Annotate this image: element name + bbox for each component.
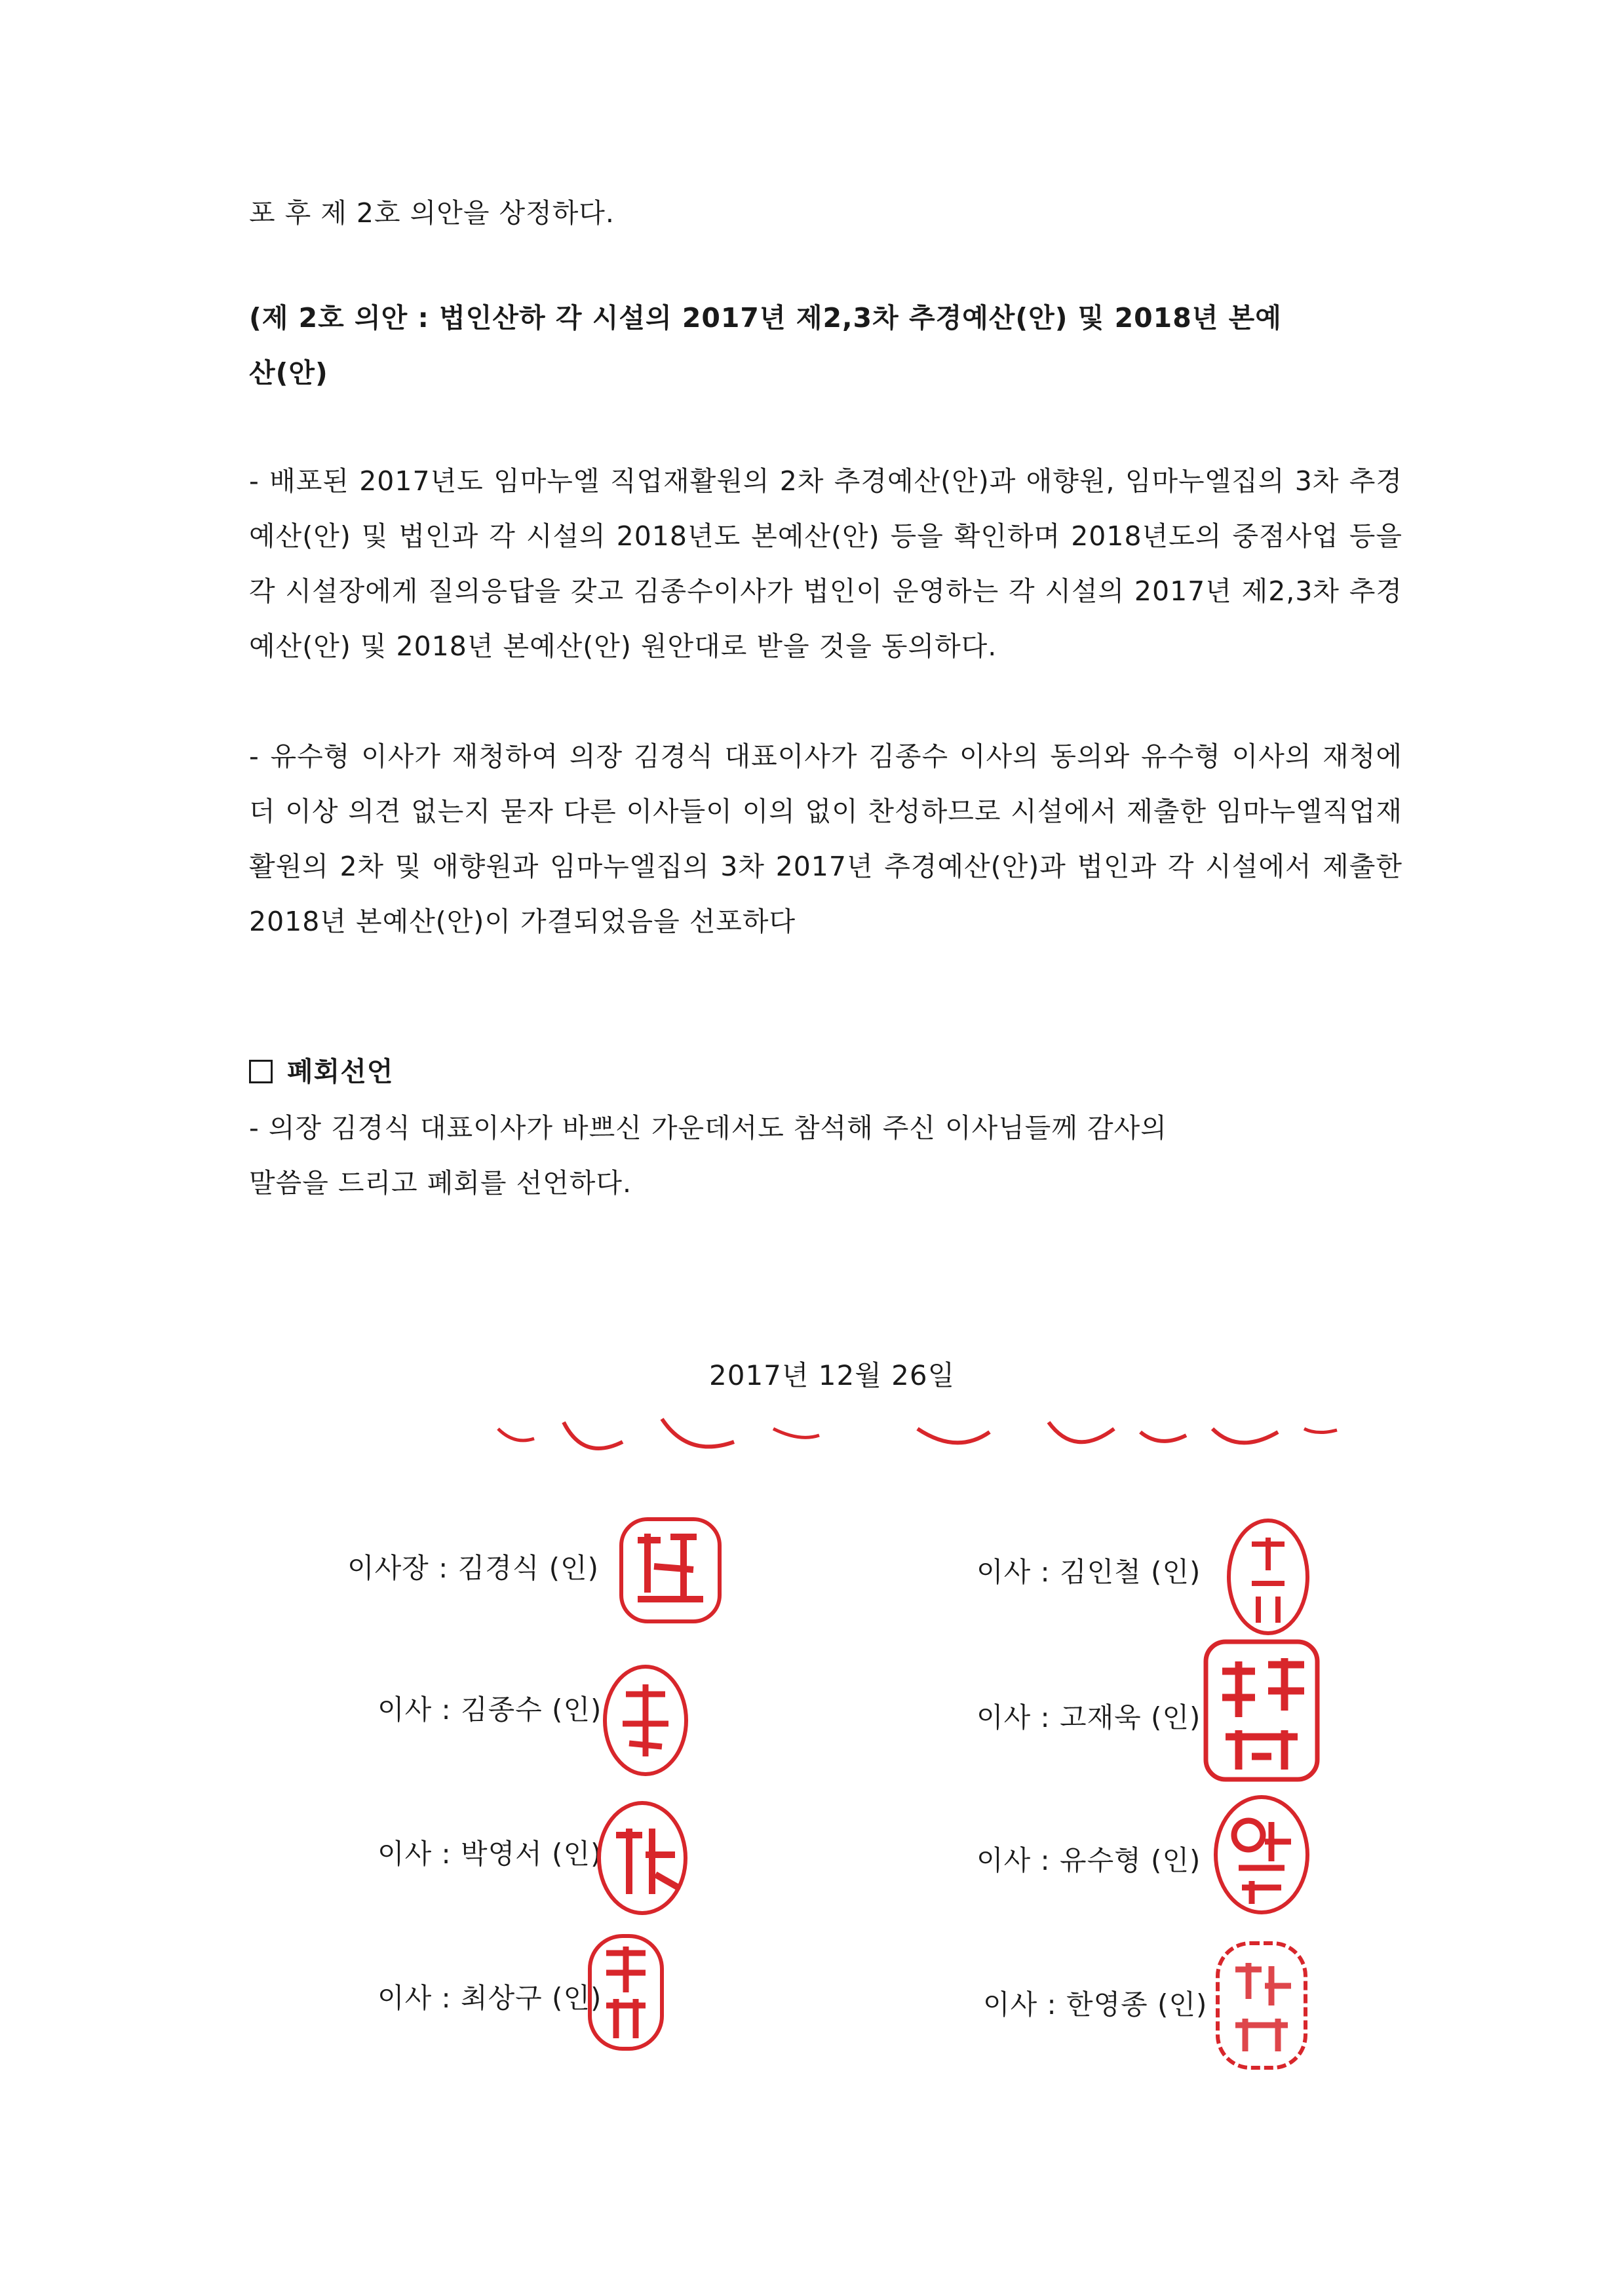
- agenda-title-line1: (제 2호 의안 : 법인산하 각 시설의 2017년 제2,3차 추경예산(안) 및 2018년 본예: [249, 302, 1282, 334]
- closing-text-line2: 말씀을 드리고 폐회를 선언하다.: [249, 1167, 632, 1199]
- intro-line: 포 후 제 2호 의안을 상정하다.: [249, 197, 615, 229]
- seal-chairman-icon: [608, 1507, 733, 1632]
- meeting-date: 2017년 12월 26일: [709, 1359, 956, 1391]
- signature-director-pys: 이사 : 박영서 (인): [377, 1838, 602, 1870]
- signature-chairman: 이사장 : 김경식 (인): [347, 1552, 599, 1584]
- seal-director-kic-icon: [1219, 1511, 1317, 1642]
- signature-director-ysh: 이사 : 유수형 (인): [976, 1844, 1201, 1876]
- paragraph-2: - 유수형 이사가 재청하여 의장 김경식 대표이사가 김종수 이사의 동의와 유수형 이사의 재청에 더 이상 의견 없는지 묻자 다른 이사들이 이의 없이 찬성하므로 시설에서 제출한 임마누엘직업재활원의 2차 및 애향원과 임마누엘집의 3차 2017년 추경예산(안)과 법인과 각 시설에서 제출한 2018년 본예산(안)이 가결되었음을 선포하다: [249, 741, 1402, 937]
- paragraph-1: - 배포된 2017년도 임마누엘 직업재활원의 2차 추경예산(안)과 애향원, 임마누엘집의 3차 추경예산(안) 및 법인과 각 시설의 2018년도 본예산(안) 등을 확인하며 2018년도의 중점사업 등을 각 시설장에게 질의응답을 갖고 김종수이사가 법인이 운영하는 각 시설의 2017년 제2,3차 추경예산(안) 및 2018년 본예산(안) 원안대로 받을 것을 동의하다.: [249, 465, 1402, 662]
- seal-director-hyj-icon: [1206, 1933, 1317, 2078]
- signature-director-kjs: 이사 : 김종수 (인): [377, 1694, 602, 1726]
- closing-text-line1: - 의장 김경식 대표이사가 바쁘신 가운데서도 참석해 주신 이사님들께 감사의: [249, 1112, 1167, 1144]
- closing-heading: [249, 1050, 393, 1089]
- seal-director-csg-icon: [577, 1927, 675, 2058]
- seal-director-ysh-icon: [1206, 1789, 1317, 1920]
- checkbox-icon: [249, 1060, 273, 1083]
- closing-heading-label: 폐회선언: [287, 1056, 394, 1087]
- signature-director-kic: 이사 : 김인철 (인): [976, 1556, 1201, 1588]
- signature-director-csg: 이사 : 최상구 (인): [377, 1982, 602, 2014]
- signature-director-hyj: 이사 : 한영종 (인): [983, 1988, 1208, 2021]
- signature-director-gju: 이사 : 고재욱 (인): [976, 1701, 1201, 1734]
- seal-arcs-row: [485, 1416, 1350, 1468]
- agenda-title-line2: 산(안): [249, 357, 328, 389]
- seal-director-gju-icon: [1193, 1632, 1330, 1789]
- seal-director-pys-icon: [590, 1796, 695, 1920]
- seal-director-kjs-icon: [596, 1658, 695, 1783]
